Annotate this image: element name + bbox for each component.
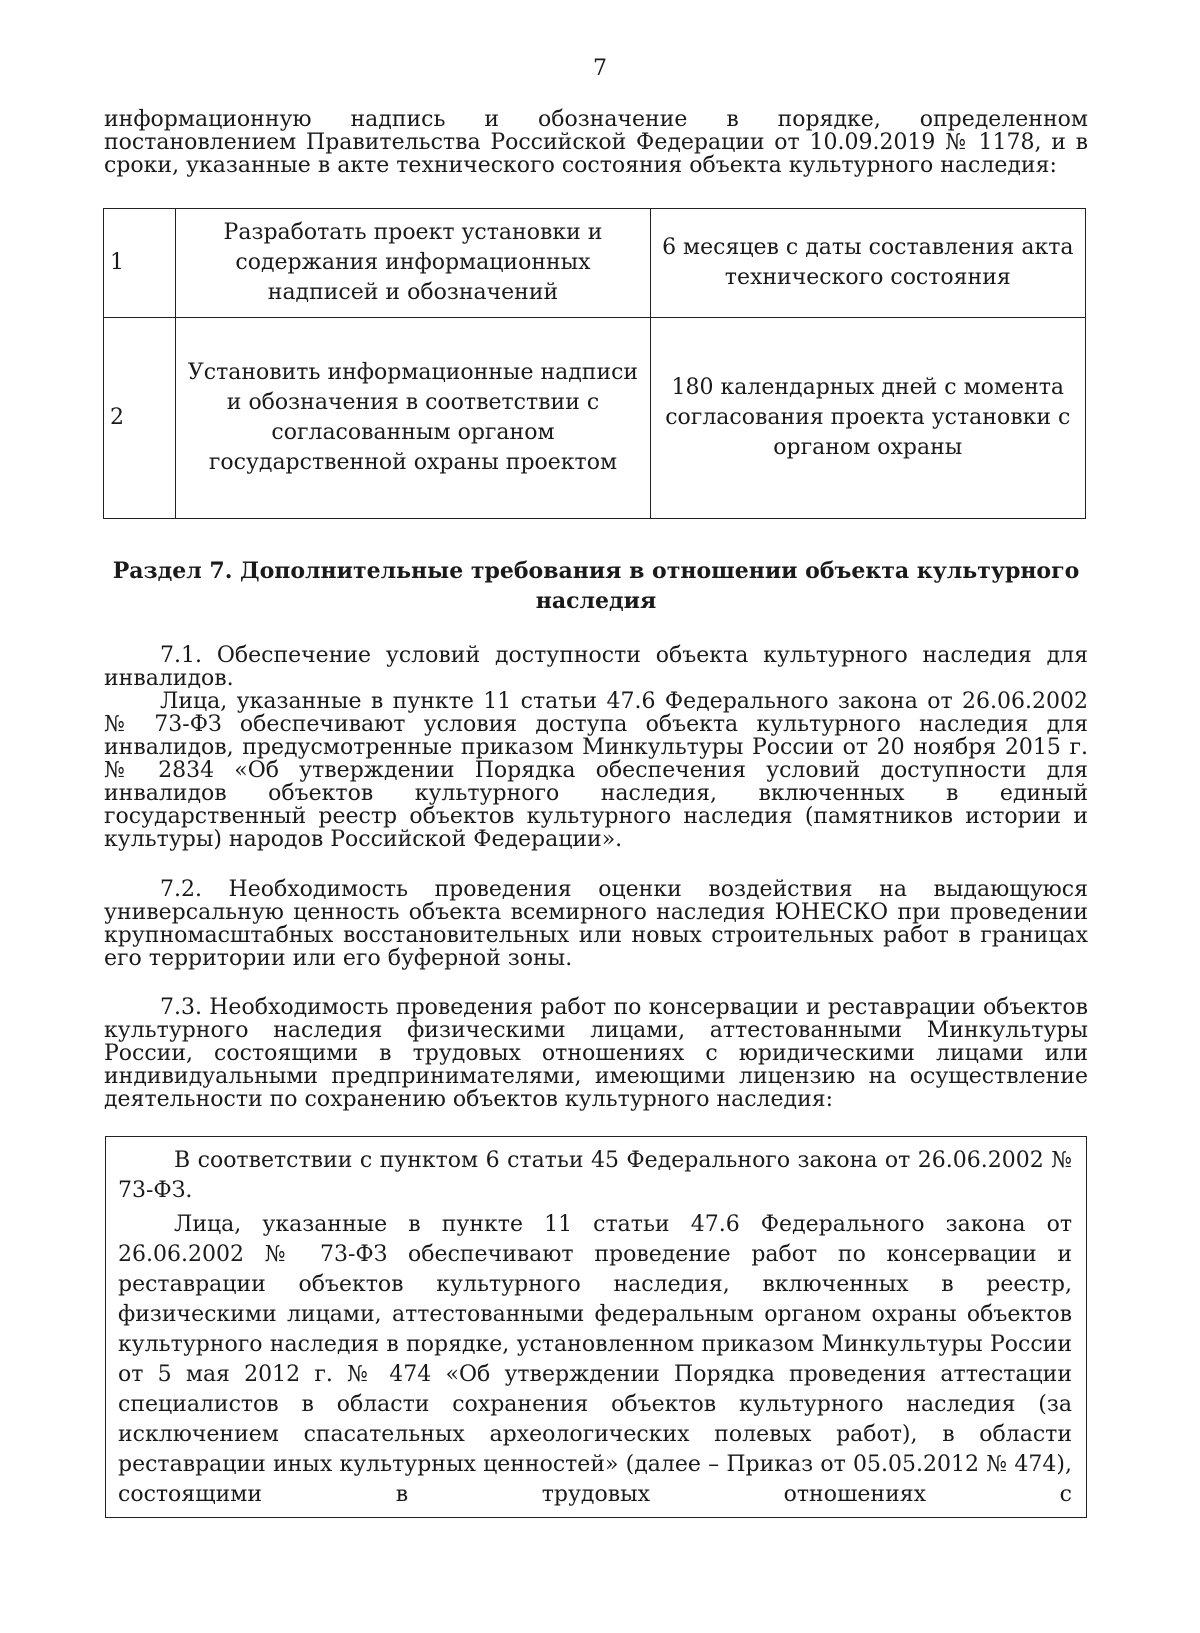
requirements-table [103, 208, 1086, 519]
boxed-paragraph-2: Лица, указанные в пункте 11 статьи 47.6 Федерального закона от 26.06.2002 № 73-ФЗ обеспечивают проведение работ по консервации и реставрации объектов культурного наследия, включенных в реестр, физическими лицами, аттестованными федеральным органом охраны объектов культурного наследия в порядке, установленном приказом Минкультуры России от 5 мая 2012 г. № 474 «Об утверждении Порядка проведения аттестации специалистов в области сохранения объектов культурного наследия (за исключением спасательных археологических полевых работ), в области реставрации иных культурных ценностей» (далее – Приказ от 05.05.2012 № 474), состоящими в трудовых отношениях с [118, 1212, 1072, 1507]
boxed-paragraph-1: В соответствии с пунктом 6 статьи 45 Федерального закона от 26.06.2002 № 73-ФЗ. [118, 1148, 1072, 1203]
table-row [104, 318, 1086, 519]
boxed-requirement [105, 1136, 1087, 1518]
section-7-1 [104, 644, 1088, 851]
page-number: 7 [593, 56, 607, 81]
section-7-3-body: 7.3. Необходимость проведения работ по консервации и реставрации объектов культурного наследия физическими лицами, аттестованными Минкультуры России, состоящими в трудовых отношениях с юридическими лицами или индивидуальными предпринимателями, имеющими лицензию на осуществление деятельности по сохранению объектов культурного наследия: [104, 995, 1088, 1112]
section-title: Раздел 7. Дополнительные требования в отношении объекта культурного наследия [112, 558, 1080, 614]
row-number: 1 [104, 209, 176, 318]
section-7-1-heading: 7.1. Обеспечение условий доступности объекта культурного наследия для инвалидов. [104, 643, 1088, 691]
row-number: 2 [104, 318, 176, 519]
section-7-3 [104, 996, 1088, 1111]
intro-text: информационную надпись и обозначение в порядке, определенном постановлением Правительства Российской Федерации от 10.09.2019 № 1178, и в сроки, указанные в акте технического состояния объекта культурного наследия: [104, 107, 1088, 178]
intro-paragraph [104, 108, 1088, 177]
row-term: 6 месяцев с даты составления акта технического состояния [650, 209, 1085, 318]
section-7-1-body: Лица, указанные в пункте 11 статьи 47.6 Федерального закона от 26.06.2002 № 73-ФЗ обеспечивают условия доступа объекта культурного наследия для инвалидов, предусмотренные приказом Минкультуры России от 20 ноября 2015 г. № 2834 «Об утверждении Порядка обеспечения условий доступности для инвалидов объектов культурного наследия, включенных в единый государственный реестр объектов культурного наследия (памятников истории и культуры) народов Российской Федерации». [104, 689, 1088, 852]
row-task: Установить информационные надписи и обозначения в соответствии с согласованным органом государственной охраны проектом [176, 318, 650, 519]
row-task: Разработать проект установки и содержания информационных надписей и обозначений [176, 209, 650, 318]
section-7-2 [104, 878, 1088, 970]
row-term: 180 календарных дней с момента согласования проекта установки с органом охраны [650, 318, 1085, 519]
table-row [104, 209, 1086, 318]
section-7-2-body: 7.2. Необходимость проведения оценки воздействия на выдающуюся универсальную ценность объекта всемирного наследия ЮНЕСКО при проведении крупномасштабных восстановительных или новых строительных работ в границах его территории или его буферной зоны. [104, 877, 1088, 971]
